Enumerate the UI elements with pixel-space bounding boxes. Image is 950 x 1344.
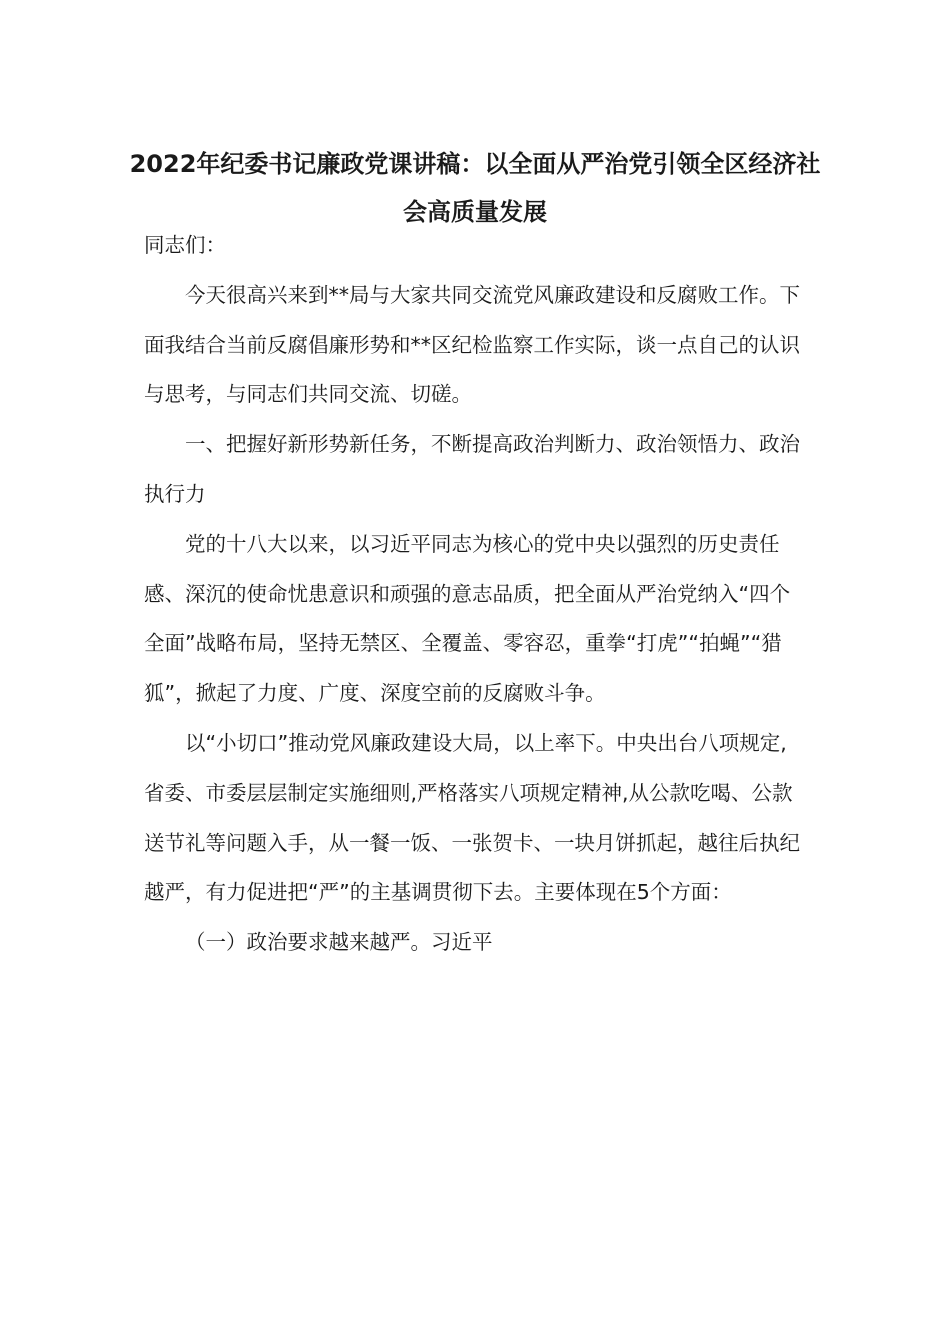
section-heading-1: 一、把握好新形势新任务，不断提高政治判断力、政治领悟力、政治执行力	[144, 432, 800, 506]
paragraph-background: 党的十八大以来，以习近平同志为核心的党中央以强烈的历史责任感、深沉的使命忧患意识和顽强的意志品质，把全面从严治党纳入“四个全面”战略布局，坚持无禁区、全覆盖、零容忍，重拳“打虎”“拍蝇”“猎狐”，掀起了力度、广度、深度空前的反腐败斗争。	[144, 531, 791, 706]
document-body	[144, 221, 806, 968]
paragraph-intro: 今天很高兴来到**局与大家共同交流党风廉政建设和反腐败工作。下面我结合当前反腐倡廉形势和**区纪检监察工作实际，谈一点自己的认识与思考，与同志们共同交流、切磋。	[144, 282, 800, 407]
paragraph-eight-rules: 以“小切口”推动党风廉政建设大局，以上率下。中央出台八项规定,省委、市委层层制定实施细则,严格落实八项规定精神,从公款吃喝、公款送节礼等问题入手，从一餐一饭、一张贺卡、一块月饼抓起，越往后执纪越严，有力促进把“严”的主基调贯彻下去。主要体现在5个方面：	[144, 730, 800, 905]
salutation: 同志们：	[144, 233, 226, 257]
document-title: 2022年纪委书记廉政党课讲稿：以全面从严治党引领全区经济社会高质量发展	[129, 150, 821, 226]
subsection-heading-1: （一）政治要求越来越严。习近平	[185, 930, 493, 955]
